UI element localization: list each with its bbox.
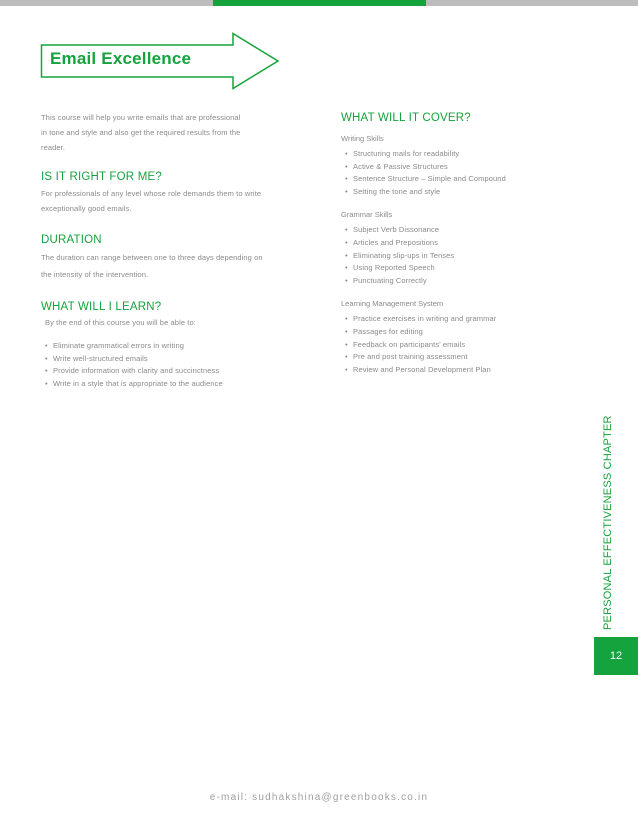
writing-skills-list	[341, 148, 581, 198]
section-heading-learn: WHAT WILL I LEARN?	[41, 301, 162, 313]
left-column	[41, 110, 303, 390]
list-item: • Provide information with clarity and succinctness	[45, 366, 220, 376]
right-for-me-line: For professionals of any level whose role demands them to write	[41, 189, 262, 198]
list-item: • Eliminating slip-ups in Tenses	[345, 250, 455, 260]
list-item: • Eliminate grammatical errors in writing	[45, 341, 185, 350]
page-number	[594, 637, 638, 675]
learn-list	[41, 340, 303, 390]
chapter-side-label: PERSONAL EFFECTIVENESS CHAPTER	[602, 415, 614, 630]
group-label-grammar: Grammar Skills	[341, 210, 393, 220]
group-label-lms: Learning Management System	[341, 299, 444, 309]
duration-line: The duration can range between one to three days depending on	[41, 253, 263, 262]
list-item: • Pre and post training assessment	[345, 352, 468, 362]
duration-line: the intensity of the intervention.	[41, 270, 149, 279]
grammar-skills-list	[341, 224, 581, 287]
top-bar-accent	[213, 0, 426, 6]
lms-list	[341, 313, 581, 376]
section-heading-right-for-me: IS IT RIGHT FOR ME?	[41, 171, 162, 183]
list-item: • Articles and Prepositions	[345, 237, 439, 247]
list-item: • Sentence Structure – Simple and Compound	[345, 174, 506, 184]
duration-text	[41, 249, 303, 283]
right-for-me-text	[41, 186, 303, 216]
list-item: • Passages for editing	[345, 326, 423, 336]
list-item: • Review and Personal Development Plan	[345, 364, 491, 374]
list-item: • Write well-structured emails	[45, 353, 148, 363]
section-heading-duration: DURATION	[41, 234, 102, 246]
intro-line: This course will help you write emails that are professional	[41, 113, 241, 122]
list-item: • Setting the tone and style	[345, 186, 441, 196]
list-item: • Subject Verb Dissonance	[345, 225, 440, 235]
page-number-text: 12	[609, 650, 623, 662]
list-item: • Structuring mails for readability	[345, 149, 460, 158]
list-item: • Active & Passive Structures	[345, 161, 448, 171]
right-column	[341, 110, 581, 376]
page-title: Email Excellence	[50, 49, 192, 68]
list-item: • Using Reported Speech	[345, 263, 435, 273]
group-label-writing: Writing Skills	[341, 134, 384, 143]
list-item: • Feedback on participants' emails	[345, 339, 466, 349]
learn-intro: By the end of this course you will be able to:	[45, 318, 196, 327]
list-item: • Write in a style that is appropriate to the audience	[45, 378, 223, 388]
footer-email: e-mail: sudhakshina@greenbooks.co.in	[209, 792, 429, 803]
list-item: • Practice exercises in writing and grammar	[345, 314, 497, 324]
right-for-me-line: exceptionally good emails.	[41, 204, 132, 213]
intro-line: reader.	[41, 143, 66, 152]
list-item: • Punctuating Correctly	[345, 275, 427, 285]
intro-line: in tone and style and also get the required results from the	[41, 128, 241, 137]
section-heading-cover: WHAT WILL IT COVER?	[341, 112, 471, 124]
intro-text	[41, 110, 303, 155]
